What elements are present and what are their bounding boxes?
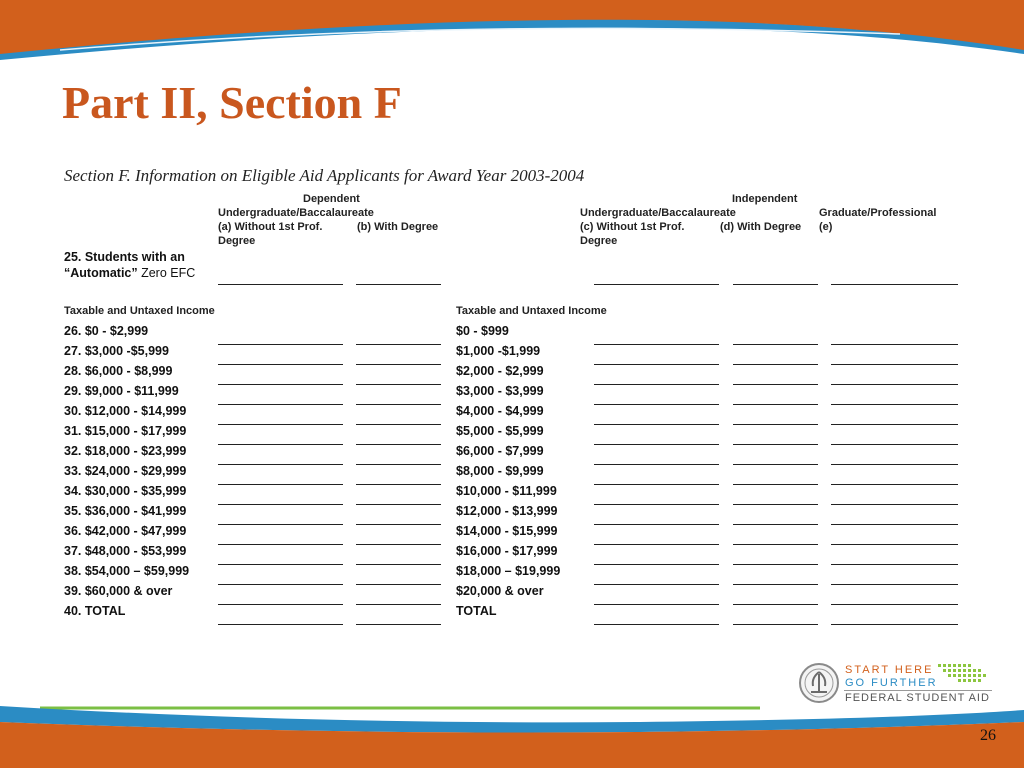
answer-blank-c <box>594 484 719 485</box>
answer-blank-b <box>356 544 441 545</box>
row-label-left: 34. $30,000 - $35,999 <box>64 484 187 498</box>
answer-blank-b <box>356 384 441 385</box>
income-header-right: Taxable and Untaxed Income <box>456 305 607 317</box>
q25-quoted: “Automatic” <box>64 266 138 280</box>
slide-title: Part II, Section F <box>62 77 402 128</box>
row-label-right: $20,000 & over <box>456 584 544 598</box>
row-label-left: 37. $48,000 - $53,999 <box>64 544 187 558</box>
answer-blank-c <box>594 364 719 365</box>
row-label-right: $10,000 - $11,999 <box>456 484 557 498</box>
independent-header: Independent <box>732 193 798 205</box>
answer-blank-a <box>218 564 343 565</box>
row-label-left: 38. $54,000 – $59,999 <box>64 564 190 578</box>
answer-blank-e <box>831 564 958 565</box>
row-label-left: 32. $18,000 - $23,999 <box>64 444 187 458</box>
answer-blank-c <box>594 404 719 405</box>
dep-undergrad-header: Undergraduate/Baccalaureate <box>218 207 374 219</box>
row-label-left: 27. $3,000 -$5,999 <box>64 344 169 358</box>
answer-blank-c <box>594 584 719 585</box>
answer-blank-d <box>733 384 818 385</box>
q25-blank-d <box>733 284 818 285</box>
answer-blank-e <box>831 504 958 505</box>
answer-blank-e <box>831 544 958 545</box>
answer-blank-e <box>831 424 958 425</box>
answer-blank-a <box>218 484 343 485</box>
row-label-left: 31. $15,000 - $17,999 <box>64 424 187 438</box>
answer-blank-e <box>831 464 958 465</box>
department-seal-icon <box>798 662 840 704</box>
income-header-left: Taxable and Untaxed Income <box>64 305 215 317</box>
row-label-right: TOTAL <box>456 604 497 618</box>
q25-blank-c <box>594 284 719 285</box>
answer-blank-a <box>218 444 343 445</box>
answer-blank-c <box>594 524 719 525</box>
row-label-right: $18,000 – $19,999 <box>456 564 561 578</box>
q25-line1: 25. Students with an <box>64 250 185 264</box>
answer-blank-d <box>733 524 818 525</box>
row-label-right: $3,000 - $3,999 <box>456 384 544 398</box>
answer-blank-b <box>356 504 441 505</box>
answer-blank-a <box>218 604 343 605</box>
answer-blank-e <box>831 404 958 405</box>
answer-blank-c <box>594 504 719 505</box>
answer-blank-c <box>594 384 719 385</box>
answer-blank-e <box>831 484 958 485</box>
answer-blank-d <box>733 344 818 345</box>
answer-blank-c <box>594 564 719 565</box>
answer-blank-d <box>733 544 818 545</box>
answer-blank-d <box>733 484 818 485</box>
row-label-right: $12,000 - $13,999 <box>456 504 558 518</box>
answer-blank-c <box>594 604 719 605</box>
answer-blank-d <box>733 424 818 425</box>
logo-go-further: GO FURTHER <box>845 677 938 689</box>
answer-blank-b <box>356 424 441 425</box>
answer-blank-a <box>218 344 343 345</box>
answer-blank-d <box>733 504 818 505</box>
answer-blank-a <box>218 424 343 425</box>
row-label-right: $8,000 - $9,999 <box>456 464 544 478</box>
answer-blank-c <box>594 464 719 465</box>
col-c-header: (c) Without 1st Prof. <box>580 221 685 233</box>
col-b-header: (b) With Degree <box>357 221 439 233</box>
col-c-header-line2: Degree <box>580 235 618 247</box>
answer-blank-e <box>831 364 958 365</box>
answer-blank-b <box>356 344 441 345</box>
row-label-left: 39. $60,000 & over <box>64 584 173 598</box>
logo-start-here: START HERE <box>845 664 934 676</box>
dot-grid-icon <box>938 662 992 688</box>
col-a-header: (a) Without 1st Prof. <box>218 221 323 233</box>
answer-blank-a <box>218 464 343 465</box>
row-label-right: $2,000 - $2,999 <box>456 364 544 378</box>
answer-blank-d <box>733 404 818 405</box>
answer-blank-a <box>218 364 343 365</box>
answer-blank-e <box>831 444 958 445</box>
answer-blank-b <box>356 464 441 465</box>
answer-blank-c <box>594 424 719 425</box>
answer-blank-b <box>356 364 441 365</box>
answer-blank-b <box>356 404 441 405</box>
row-label-left: 26. $0 - $2,999 <box>64 324 149 338</box>
answer-blank-b <box>356 444 441 445</box>
col-d-header: (d) With Degree <box>720 221 802 233</box>
answer-blank-d <box>733 444 818 445</box>
answer-blank-a <box>218 504 343 505</box>
answer-blank-b <box>356 564 441 565</box>
row-label-right: $0 - $999 <box>456 324 509 338</box>
q25-blank-a <box>218 284 343 285</box>
row-label-left: 28. $6,000 - $8,999 <box>64 364 173 378</box>
answer-blank-d <box>733 624 818 625</box>
answer-blank-d <box>733 604 818 605</box>
answer-blank-c <box>594 624 719 625</box>
answer-blank-a <box>218 524 343 525</box>
answer-blank-e <box>831 524 958 525</box>
row-label-right: $14,000 - $15,999 <box>456 524 558 538</box>
answer-blank-b <box>356 624 441 625</box>
answer-blank-d <box>733 364 818 365</box>
answer-blank-d <box>733 564 818 565</box>
row-label-left: 40. TOTAL <box>64 604 126 618</box>
page-number: 26 <box>980 727 996 744</box>
row-label-left: 29. $9,000 - $11,999 <box>64 384 179 398</box>
answer-blank-e <box>831 604 958 605</box>
row-label-right: $16,000 - $17,999 <box>456 544 558 558</box>
logo-divider <box>844 690 992 691</box>
row-label-right: $1,000 -$1,999 <box>456 344 541 358</box>
q25-rest: Zero EFC <box>137 266 196 280</box>
logo-federal-student-aid: FEDERAL STUDENT AID <box>845 692 990 704</box>
row-label-left: 35. $36,000 - $41,999 <box>64 504 187 518</box>
q25-blank-b <box>356 284 441 285</box>
col-e-header: (e) <box>819 221 833 233</box>
ind-undergrad-header: Undergraduate/Baccalaureate <box>580 207 736 219</box>
answer-blank-a <box>218 404 343 405</box>
dependent-header: Dependent <box>303 193 360 205</box>
answer-blank-a <box>218 384 343 385</box>
answer-blank-a <box>218 624 343 625</box>
grad-header: Graduate/Professional <box>819 207 937 219</box>
row-label-left: 30. $12,000 - $14,999 <box>64 404 187 418</box>
q25-blank-e <box>831 284 958 285</box>
answer-blank-e <box>831 384 958 385</box>
answer-blank-c <box>594 544 719 545</box>
answer-blank-d <box>733 584 818 585</box>
answer-blank-c <box>594 444 719 445</box>
answer-blank-a <box>218 544 343 545</box>
answer-blank-b <box>356 584 441 585</box>
row-label-right: $5,000 - $5,999 <box>456 424 544 438</box>
answer-blank-e <box>831 624 958 625</box>
row-label-right: $6,000 - $7,999 <box>456 444 544 458</box>
row-label-left: 33. $24,000 - $29,999 <box>64 464 187 478</box>
answer-blank-e <box>831 344 958 345</box>
answer-blank-c <box>594 344 719 345</box>
row-label-left: 36. $42,000 - $47,999 <box>64 524 187 538</box>
bottom-decorative-band <box>0 700 1024 768</box>
row-label-right: $4,000 - $4,999 <box>456 404 544 418</box>
top-decorative-band <box>0 0 1024 60</box>
col-a-header-line2: Degree <box>218 235 256 247</box>
answer-blank-b <box>356 604 441 605</box>
answer-blank-d <box>733 464 818 465</box>
answer-blank-a <box>218 584 343 585</box>
answer-blank-b <box>356 524 441 525</box>
answer-blank-e <box>831 584 958 585</box>
section-title: Section F. Information on Eligible Aid Applicants for Award Year 2003-2004 <box>64 166 585 185</box>
answer-blank-b <box>356 484 441 485</box>
q25-label <box>64 249 195 281</box>
